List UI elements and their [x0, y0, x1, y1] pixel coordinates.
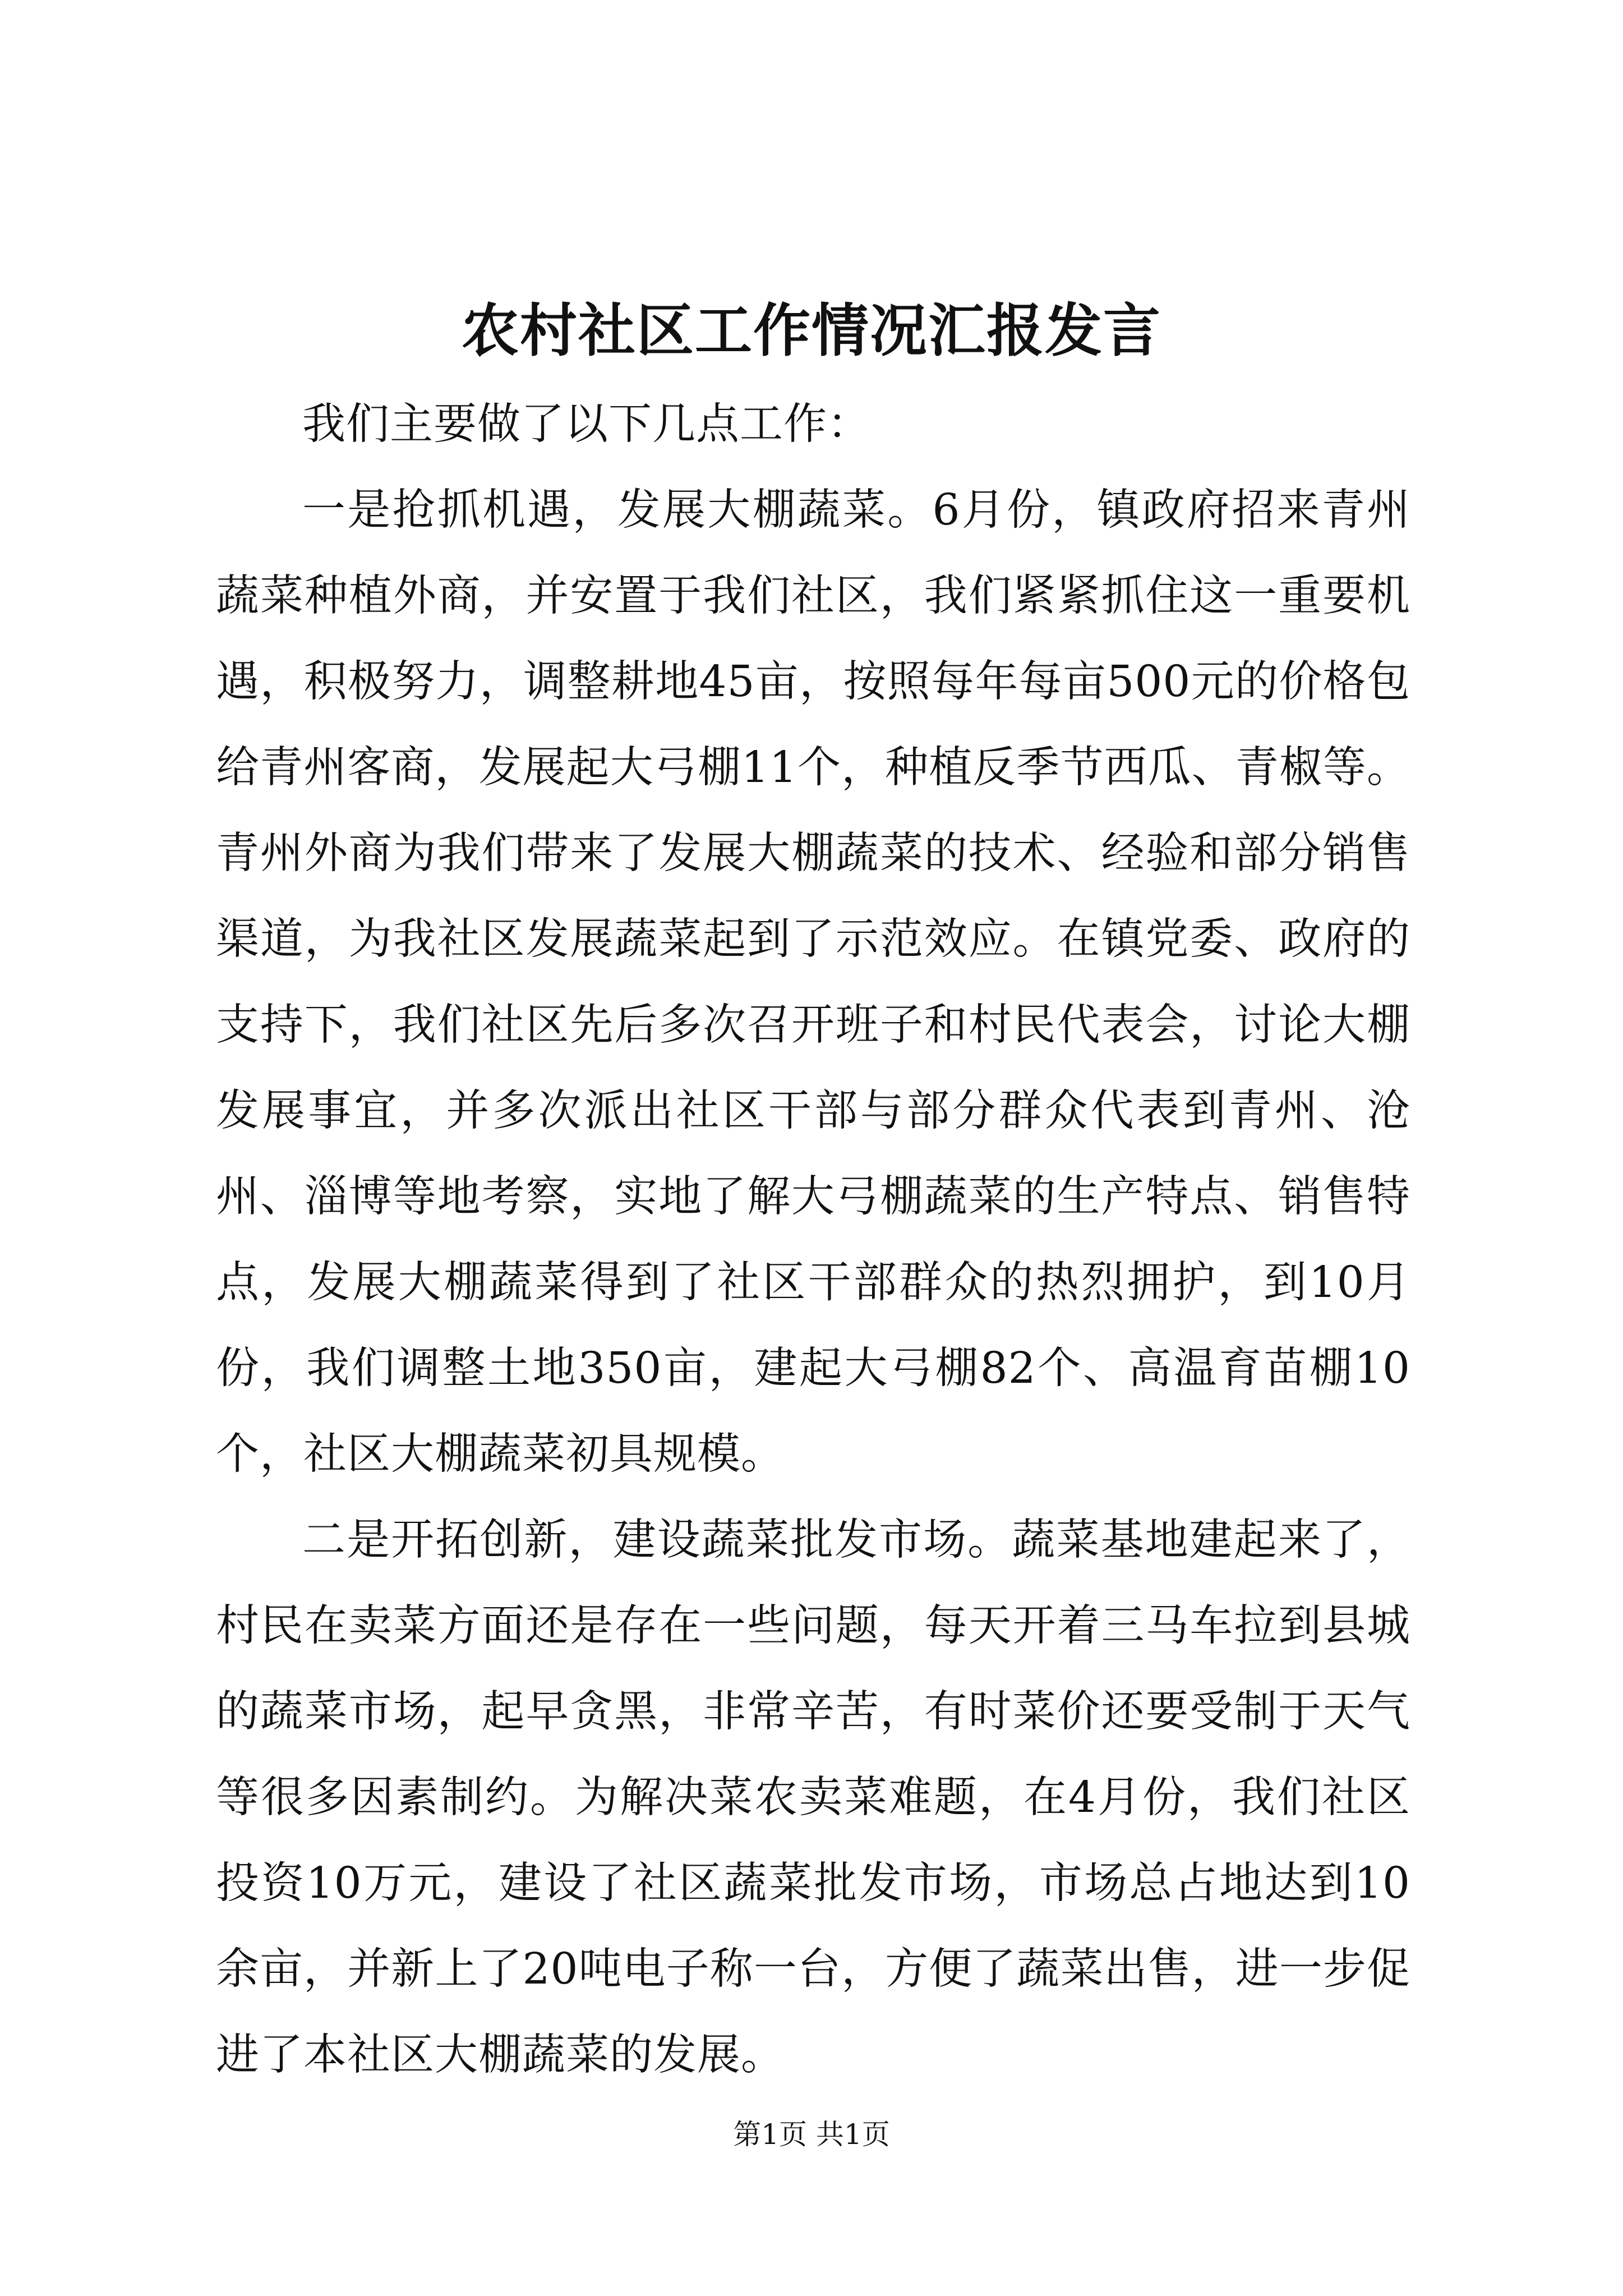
page-footer: 第1页 共1页 — [733, 2118, 890, 2151]
paragraph-wholesale-market: 二是开拓创新，建设蔬菜批发市场。蔬菜基地建起来了，村民在卖菜方面还是存在一些问题，每天开着三马车拉到县城的蔬菜市场，起早贪黑，非常辛苦，有时菜价还要受制于天气等很多因素制约。为解决菜农卖菜难题，在4月份，我们社区投资10万元，建设了社区蔬菜批发市场，市场总占地达到10余亩，并新上了20吨电子称一台，方便了蔬菜出售，进一步促进了本社区大棚蔬菜的发展。 — [216, 1515, 1410, 2080]
document-body — [216, 381, 1410, 2098]
paragraph-vegetable-greenhouses: 一是抢抓机遇，发展大棚蔬菜。6月份，镇政府招来青州蔬菜种植外商，并安置于我们社区，我们紧紧抓住这一重要机遇，积极努力，调整耕地45亩，按照每年每亩500元的价格包给青州客商，发展起大弓棚11个，种植反季节西瓜、青椒等。青州外商为我们带来了发展大棚蔬菜的技术、经验和部分销售渠道，为我社区发展蔬菜起到了示范效应。在镇党委、政府的支持下，我们社区先后多次召开班子和村民代表会，讨论大棚发展事宜，并多次派出社区干部与部分群众代表到青州、沧州、淄博等地考察，实地了解大弓棚蔬菜的生产特点、销售特点，发展大棚蔬菜得到了社区干部群众的热烈拥护，到10月份，我们调整土地350亩，建起大弓棚82个、高温育苗棚10个，社区大棚蔬菜初具规模。 — [216, 485, 1410, 1479]
document-title: 农村社区工作情况汇报发言 — [462, 297, 1161, 365]
paragraph-intro: 我们主要做了以下几点工作： — [302, 399, 871, 449]
